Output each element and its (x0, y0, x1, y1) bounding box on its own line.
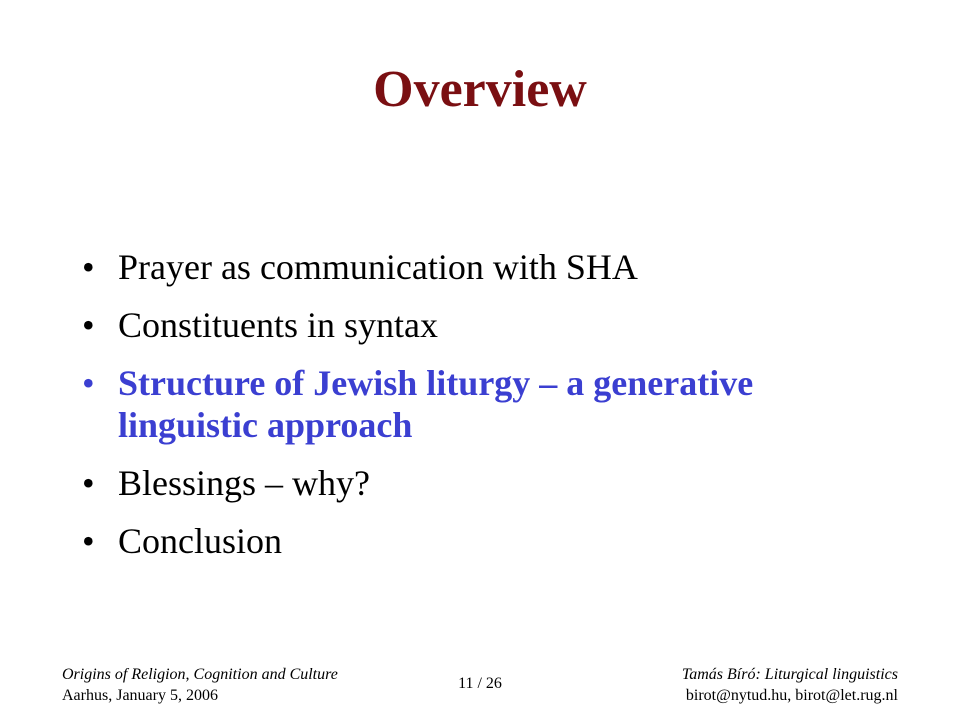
footer-author (682, 664, 898, 706)
footer-author-email: birot@nytud.hu, birot@let.rug.nl (685, 687, 898, 704)
bullet-item (82, 246, 902, 288)
bullet-text: Blessings – why? (118, 463, 370, 503)
bullet-text: Prayer as communication with SHA (118, 247, 638, 287)
bullet-dot-icon: • (82, 305, 95, 345)
footer-conference-date: Aarhus, January 5, 2006 (62, 687, 218, 704)
bullet-dot-icon: • (82, 521, 95, 561)
slide-title: Overview (373, 61, 587, 118)
footer-conference-name: Origins of Religion, Cognition and Culture (62, 666, 338, 683)
bullet-dot-icon: • (82, 463, 95, 503)
bullet-text: Constituents in syntax (118, 305, 439, 345)
bullet-item (82, 520, 902, 562)
bullet-item (82, 304, 902, 346)
bullet-item-active (82, 362, 902, 446)
bullet-text-highlighted: Structure of Jewish liturgy – a generative linguistic approach (118, 363, 754, 445)
bullet-item (82, 462, 902, 504)
bullet-text: Conclusion (118, 521, 283, 561)
bullet-dot-icon: • (82, 363, 95, 403)
footer-author-title: Tamás Bíró: Liturgical linguistics (681, 666, 898, 683)
page-number: 11 / 26 (458, 675, 502, 692)
bullet-list (82, 246, 902, 578)
bullet-dot-icon: • (82, 247, 95, 287)
